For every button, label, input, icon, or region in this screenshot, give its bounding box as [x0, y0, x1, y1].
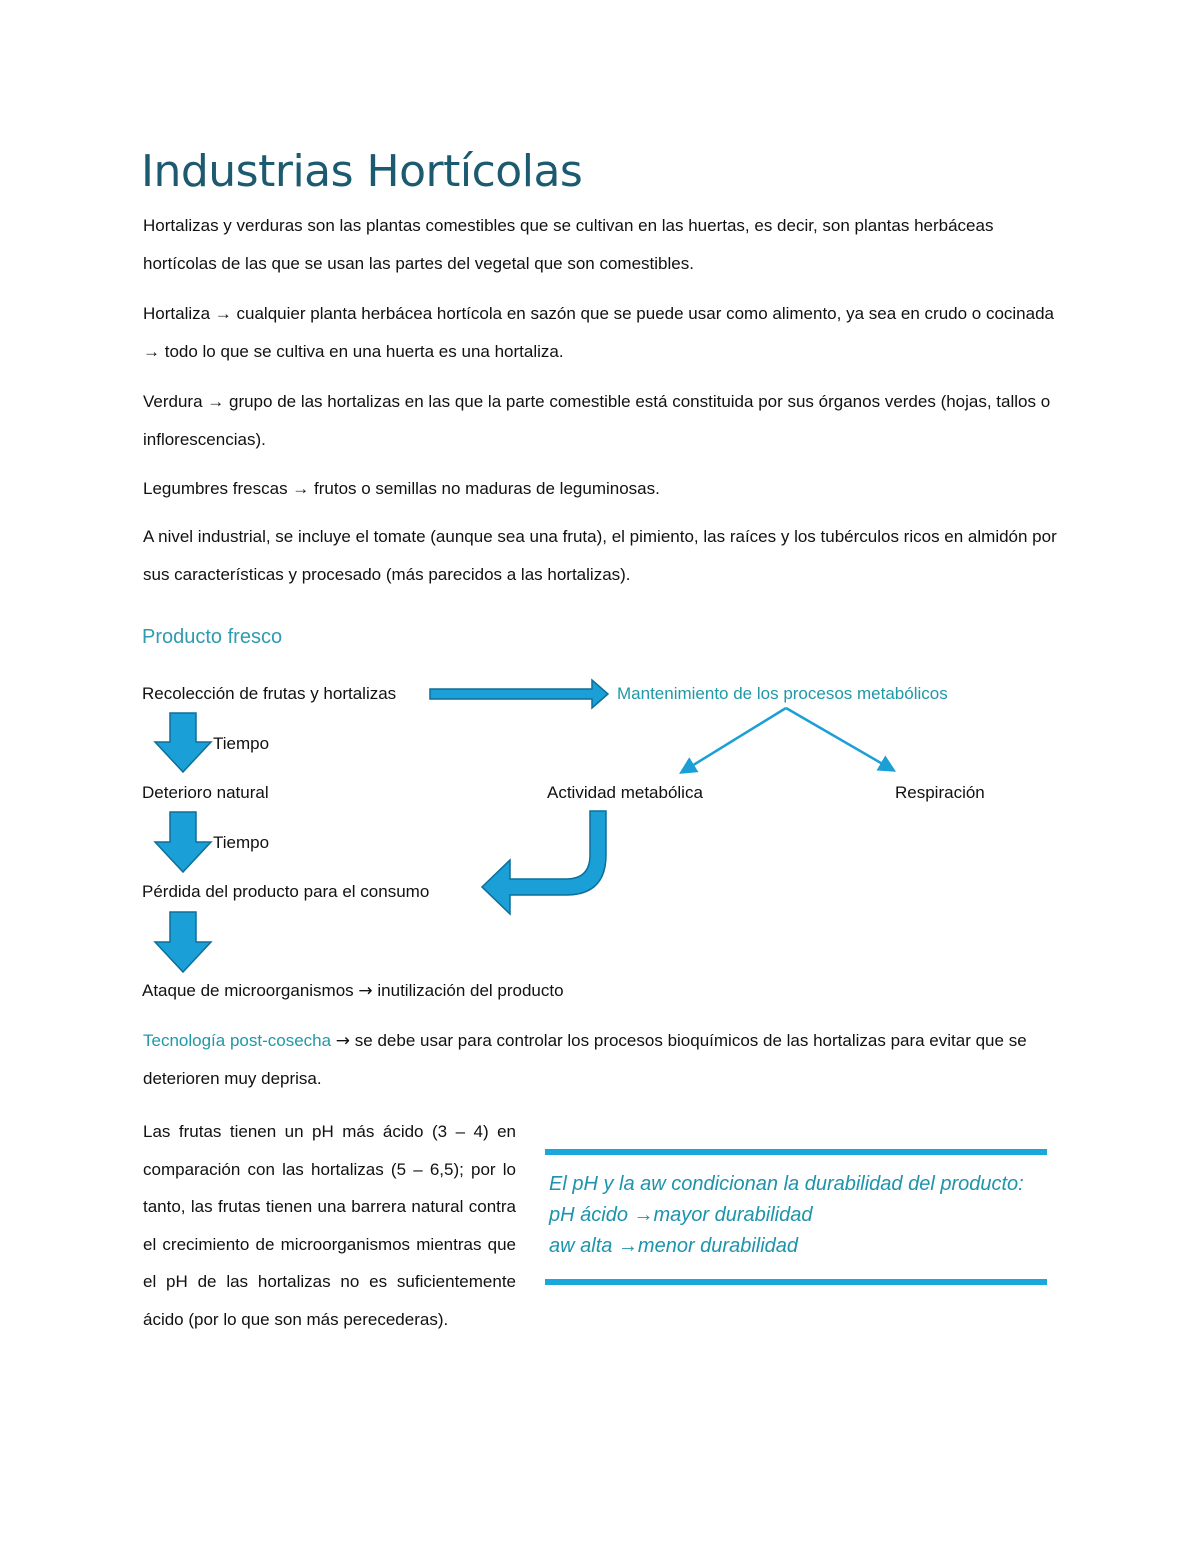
arrow-down-perdida	[155, 912, 211, 972]
label-actividad: Actividad metabólica	[547, 783, 703, 802]
label-ataque-line	[142, 979, 564, 1003]
paragraph-legumbres: Legumbres frescas → frutos o semillas no maduras de leguminosas.	[143, 479, 660, 498]
page-title: Industrias Hortícolas	[141, 146, 583, 197]
paragraph-verdura: Verdura → grupo de las hortalizas en las que la parte comestible está constituida por sus órganos verdes (hojas, tallos o inflorescencias).	[143, 392, 1051, 449]
label-ataque: Ataque de microorganismos	[142, 981, 354, 1000]
arrow-right-icon: →	[335, 1031, 351, 1051]
paragraph-tecnologia	[143, 1022, 1063, 1098]
paragraph-nivel-industrial: A nivel industrial, se incluye el tomate (aunque sea una fruta), el pimiento, las raíces y los tubérculos ricos en almidón por sus características y procesado (más parecidos a las hortalizas).	[143, 527, 1057, 584]
arrow-right-to-mantenimiento	[430, 680, 608, 708]
label-tiempo-2: Tiempo	[213, 833, 270, 852]
label-recoleccion: Recolección de frutas y hortalizas	[142, 684, 397, 703]
label-perdida: Pérdida del producto para el consumo	[142, 882, 430, 901]
label-inutilizacion: inutilización del producto	[377, 981, 564, 1000]
paragraph-hortaliza: Hortaliza → cualquier planta herbácea hortícola en sazón que se puede usar como alimento, ya sea en crudo o cocinada → todo lo que se cultiva en una huerta es una hortaliza.	[143, 304, 1055, 361]
section-heading-producto-fresco: Producto fresco	[142, 626, 283, 648]
label-tiempo-1: Tiempo	[213, 734, 270, 753]
paragraph-hortalizas-definition: Hortalizas y verduras son las plantas comestibles que se cultivan en las huertas, es decir, son plantas herbáceas hortícolas de las que se usan las partes del vegetal que son comestibles.	[143, 216, 994, 273]
arrow-down-tiempo-2	[155, 812, 211, 872]
label-respiracion: Respiración	[895, 783, 985, 802]
arrow-to-respiracion	[786, 708, 893, 770]
arrow-to-actividad	[682, 708, 786, 772]
arrow-bent-actividad-to-perdida	[482, 811, 606, 914]
tecnologia-text: se debe usar para controlar los procesos bioquímicos de las hortalizas para evitar que se deterioren muy deprisa.	[143, 1031, 1027, 1088]
term-tecnologia-post-cosecha: Tecnología post-cosecha	[143, 1031, 332, 1050]
callout-line-1: El pH y la aw condicionan la durabilidad del producto:	[549, 1173, 1024, 1195]
label-mantenimiento: Mantenimiento de los procesos metabólicos	[617, 684, 948, 703]
callout-box	[545, 1149, 1047, 1285]
callout-line-3: aw alta →menor durabilidad	[549, 1235, 799, 1257]
callout-top-rule	[545, 1149, 1047, 1155]
callout-bottom-rule	[545, 1279, 1047, 1285]
label-deterioro: Deterioro natural	[142, 783, 269, 802]
arrow-right-icon: →	[358, 981, 373, 1001]
paragraph-ph-frutas: Las frutas tienen un pH más ácido (3 – 4) en comparación con las hortalizas (5 – 6,5); por lo tanto, las frutas tienen una barrera natural contra el crecimiento de microorganismos mientras que el pH de las hortalizas no es suficientemente ácido (por lo que son más perecederas).	[143, 1122, 516, 1329]
arrow-down-tiempo-1	[155, 713, 211, 772]
callout-line-2: pH ácido →mayor durabilidad	[549, 1204, 813, 1226]
